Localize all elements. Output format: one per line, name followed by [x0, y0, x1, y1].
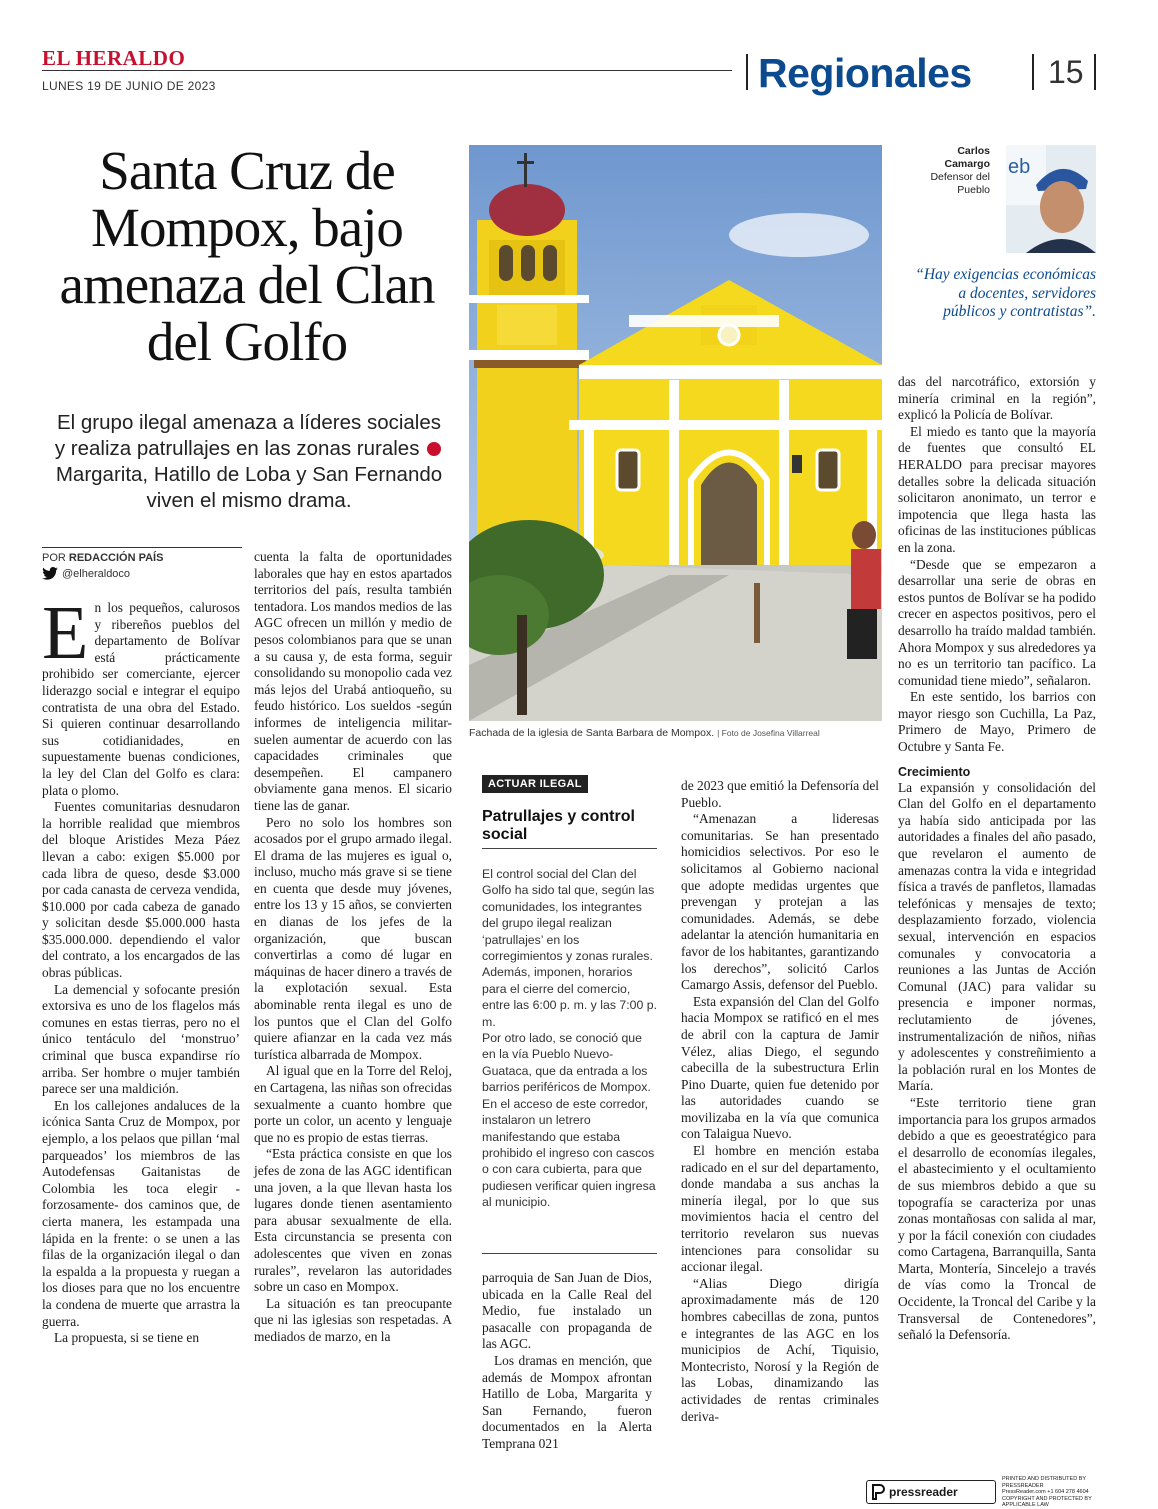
- byline-author: REDACCIÓN PAÍS: [68, 552, 164, 564]
- article-column-5: [898, 374, 1096, 1344]
- paragraph: Esta expansión del Clan del Golfo hacia Mompox se ratificó en el mes de abril con la captura de Jamir Vélez, alias Diego, el segundo cabecilla de la subestructura Erlin Pino Duarte, quien fue detenido por las autoridades cuando se movilizaba en la vía que comunica con Talaigua Nuevo.: [681, 993, 879, 1142]
- paragraph: En los pequeños, calurosos y ribereños pueblos del departamento de Bolívar está prácticamente prohibido ser comerciante, ejercer liderazgo social e integrar el equipo contratista de una obra del Estado. Si quieren continuar desarrollando sus cotidianidades, en supuestamente buenas condiciones, la ley del Clan del Golfo es clara: plata o plomo.: [42, 591, 240, 798]
- paragraph: La situación es tan preocupante que ni las iglesias son respetadas. A mediados de marzo, en la: [254, 1295, 452, 1344]
- paragraph: El miedo es tanto que la mayoría de fuentes que consultó EL HERALDO para precisar mayores detalles sobre la delicada situación solicitaron anonimato, un terror e impotencia que llega hasta las oficinas de las instituciones públicas en la zona.: [898, 423, 1096, 555]
- section-title: Regionales: [758, 50, 972, 96]
- church-illustration: [469, 145, 882, 721]
- photo-credit: | Foto de Josefina Villarreal: [717, 728, 820, 738]
- portrait-illustration: [1006, 145, 1096, 253]
- paragraph: Los dramas en mención, que además de Mompox afrontan Hatillo de Loba, Margarita y San Fernando, fueron documentados en la Alerta Temprana 021: [482, 1352, 652, 1451]
- pressreader-logo-text: pressreader: [889, 1485, 958, 1500]
- paragraph: Al igual que en la Torre del Reloj, en Cartagena, las niñas son ofrecidas sexualmente a cuanto hombre que porte un color, un acento y lenguaje que no es propio de estas tierras.: [254, 1063, 452, 1145]
- paragraph: “Amenazan a lideresas comunitarias. Se han presentado homicidios selectivos. Por eso le solicitamos al Gobierno nacional que adopte medidas urgentes que prevengan y protejan a las comunidades. Además, se debe adelantar la atención humanitaria en favor de los habitantes, garantizando los derechos”, solicitó Carlos Camargo Assis, defensor del Pueblo.: [681, 811, 879, 993]
- paragraph: “Alias Diego dirigía aproximadamente más de 120 hombres cabecillas de zona, puntos e integrantes de las AGC en los municipios de Achí, Tiquisio, Montecristo, Norosí y la Región de las Lobas, dinamizando las actividades de rentas criminales deriva-: [681, 1275, 879, 1424]
- drop-cap: E: [42, 591, 89, 675]
- article-column-4: [681, 778, 879, 1425]
- svg-text:eb: eb: [1008, 156, 1031, 178]
- pressreader-footer: [866, 1476, 1094, 1509]
- photo-caption: [469, 727, 889, 739]
- header-divider: [1094, 54, 1096, 90]
- pressreader-logo[interactable]: [866, 1480, 996, 1504]
- sidebar-rule: [482, 848, 657, 849]
- pressreader-icon: [871, 1484, 885, 1500]
- portrait-photo: [1006, 145, 1096, 253]
- paragraph: das del narcotráfico, extorsión y minería criminal en la región”, explicó la Policía de Bolívar.: [898, 374, 1096, 423]
- sidebar-paragraph: Por otro lado, se conoció que en la vía Pueblo Nuevo-Guataca, que da entrada a los barrios periféricos de Mompox. En el acceso de este corredor, instalaron un letrero manifestando que estaba prohibido el ingreso con cascos o con cara cubierta, para que pudiesen verificar quien ingresa al municipio.: [482, 1031, 656, 1210]
- pressreader-legal: PRINTED AND DISTRIBUTED BY PRESSREADER PressReader.com +1 604 278 4604 COPYRIGHT AND PROTECTED BY APPLICABLE LAW: [1002, 1476, 1092, 1508]
- paragraph: “Este territorio tiene gran importancia para los grupos armados debido a que es geoestratégico para el desarrollo de economías ilegales, el abastecimiento y el ocultamiento de sus miembros debido a que su topografía se caracteriza por unas zonas montañosas con salida al mar, y por la fácil conexión con ciudades como Cartagena, Barranquilla, Santa Marta, Montería, Sincelejo a través de vías como la Troncal de Occidente, la Troncal del Caribe y la Transversal de Contenedores”, señaló la Defensoría.: [898, 1094, 1096, 1343]
- sidebar-tag: ACTUAR ILEGAL: [482, 775, 588, 793]
- twitter-handle: @elheraldoco: [62, 567, 131, 580]
- sidebar-title: Patrullajes y control social: [482, 808, 635, 843]
- paragraph: “Esta práctica consiste en que los jefes de zona de las AGC identifican una joven, a la que llevan hasta los lugares donde tienen asentamiento para abusar sexualmente de ella. Esta circunstancia se presenta con adolescentes que viven en zonas rurales”, revelaron las autoridades sobre un caso en Mompox.: [254, 1146, 452, 1295]
- masthead-logo: EL HERALDO: [42, 46, 186, 70]
- byline-prefix: POR: [42, 552, 69, 564]
- quote-role: Defensor del Pueblo: [930, 171, 990, 196]
- paragraph: La propuesta, si se tiene en: [54, 1330, 200, 1346]
- twitter-handle-row: [42, 567, 130, 580]
- sidebar-paragraph: El control social del Clan del Golfo ha sido tal que, según las comunidades, los integrantes del grupo ilegal realizan ‘patrullajes’ en los corregimientos y zonas rurales. Además, imponen, horarios para el cierre del comercio, entre las 6:00 p. m. y las 7:00 p. m.: [482, 867, 657, 1029]
- quote-attribution: [910, 145, 990, 197]
- quote-name: Carlos Camargo: [944, 145, 990, 170]
- paragraph: La expansión y consolidación del Clan del Golfo en el departamento ya había sido anticipada por las autoridades a finales del año pasado, que revelaron el aumento de amenazas contra la vida e integridad física a través de panfletos, llamadas telefónicas y mensajes de texto; desplazamiento forzado, violencia sexual, intervención en espacios comunales y convocatoria a reuniones a las Juntas de Acción Comunal (JAC) para validar su presencia e imponer normas, reclutamiento de jóvenes, instrumentalización de niños, niñas y adolescentes y constreñimiento a la población rural en los Montes de María.: [898, 779, 1096, 1094]
- header-divider: [1032, 54, 1034, 90]
- subhead-part-1: El grupo ilegal amenaza a líderes sociales y realiza patrullajes en las zonas rurales: [54, 411, 442, 460]
- church-facade-photo: [469, 145, 882, 721]
- paragraph: Pero no solo los hombres son acosados por el grupo armado ilegal. El drama de las mujeres es igual o, incluso, mucho más grave si se tiene en cuenta que desde muy jóvenes, entre los 13 y 15 años, se convierten en dianas de los jefes de la organización, que buscan convertirlas a como dé lugar en máquinas de hacer dinero a través de la explotación sexual. Esta abominable renta ilegal es uno de los puntos que el Clan del Golfo quiere afianzar en la cada vez más turística albarrada de Mompox.: [254, 814, 452, 1062]
- sidebar-rule: [482, 1253, 657, 1254]
- article-subhead: [50, 410, 448, 514]
- section-subhead: Crecimiento: [898, 764, 971, 779]
- paragraph: de 2023 que emitió la Defensoría del Pueblo.: [681, 778, 879, 810]
- paragraph: En este sentido, los barrios con mayor riesgo son Cuchilla, La Paz, Primero de Mayo, Primero de Octubre y Santa Fe.: [898, 689, 1096, 755]
- paragraph: cuenta la falta de oportunidades laborales que hay en estos apartados territorios del país, resulta también tentadora. Los mandos medios de las AGC ofrecen un millón y medio de pesos colombianos para que se unan a su causa y, de esta forma, seguir consolidando su monopolio cada vez más lejos del Urabá antioqueño, su feudo histórico. Los sueldos -según informes de inteligencia militar- suelen aumentar de acuerdo con las capacidades criminales que desempeñen. El campanero obviamente gana menos. El sicario tiene las de ganar.: [254, 549, 452, 813]
- paragraph: “Desde que se empezaron a desarrollar una serie de obras en estos puntos de Bolívar se ha podido crecer en aspectos positivos, pero el desarrollo ha traído maldad también. Ahora Mompox y sus alrededores ya no es un territorio tan pacífico. La comunidad tiene miedo”, señalaron.: [898, 556, 1096, 688]
- issue-date: LUNES 19 DE JUNIO DE 2023: [42, 79, 216, 93]
- article-column-1: [42, 591, 240, 1347]
- paragraph: El hombre en mención estaba radicado en el sur del departamento, donde mandaba a sus anchas la minería ilegal, por lo que sus movimientos hacia el centro del territorio revelaron sus nuevas intenciones para consolidar su accionar ilegal.: [681, 1143, 879, 1275]
- article-column-2: [254, 549, 452, 1346]
- article-column-3: [482, 1270, 652, 1453]
- pull-quote: “Hay exigencias económicas a docentes, servidores públicos y contratistas”.: [915, 266, 1096, 320]
- header-divider: [746, 54, 748, 90]
- byline-rule: [42, 547, 242, 548]
- paragraph: La demencial y sofocante presión extorsiva es uno de los flagelos más comunes en estas tierras, pero no el único tentáculo del ‘monstruo’ criminal que busca expandirse río arriba. Ser hombre o mujer también parece ser una maldición.: [42, 981, 240, 1097]
- paragraph: En los callejones andaluces de la icónica Santa Cruz de Mompox, por ejemplo, a los pelaos que pillan ‘mal parqueados’ los miembros de las Autodefensas Gaitanistas de Colombia les toca elegir -forzosamente- dos caminos que, de cierta manera, les estampada una lápida en la frente: o se unen a las filas de la organización ilegal o dan la espalda a la propuesta y ruegan a los dioses para que no los encuentre la condena de muerte que arrastra la guerra.: [42, 1097, 240, 1329]
- byline: [42, 552, 163, 564]
- sidebar-body: [482, 866, 657, 1211]
- subhead-part-2: Margarita, Hatillo de Loba y San Fernando viven el mismo drama.: [55, 463, 443, 512]
- paragraph: Fuentes comunitarias desnudaron la horrible realidad que miembros del bloque Aristides Meza Páez llevan a cabo: exigen $5.000 por cada libra de queso, desde $3.000 por cada canasta de cerveza vendida, $10.000 por cada cabeza de ganado y solicitan desde $5.000.000 hasta $35.000.000. dependiendo el valor del contrato, a los encargados de las obras públicas.: [42, 799, 240, 981]
- twitter-bird-icon: [42, 567, 58, 580]
- paragraph: parroquia de San Juan de Dios, ubicada en la Calle Real del Medio, fue instalado un pasacalle con propaganda de las AGC.: [482, 1270, 652, 1352]
- article-headline: Santa Cruz de Mompox, bajo amenaza del Clan del Golfo: [59, 140, 435, 372]
- page-number: 15: [1048, 54, 1084, 90]
- bullet-dot-icon: [427, 442, 441, 456]
- caption-text: Fachada de la iglesia de Santa Barbara de Mompox.: [469, 727, 715, 739]
- header-rule: [42, 70, 732, 71]
